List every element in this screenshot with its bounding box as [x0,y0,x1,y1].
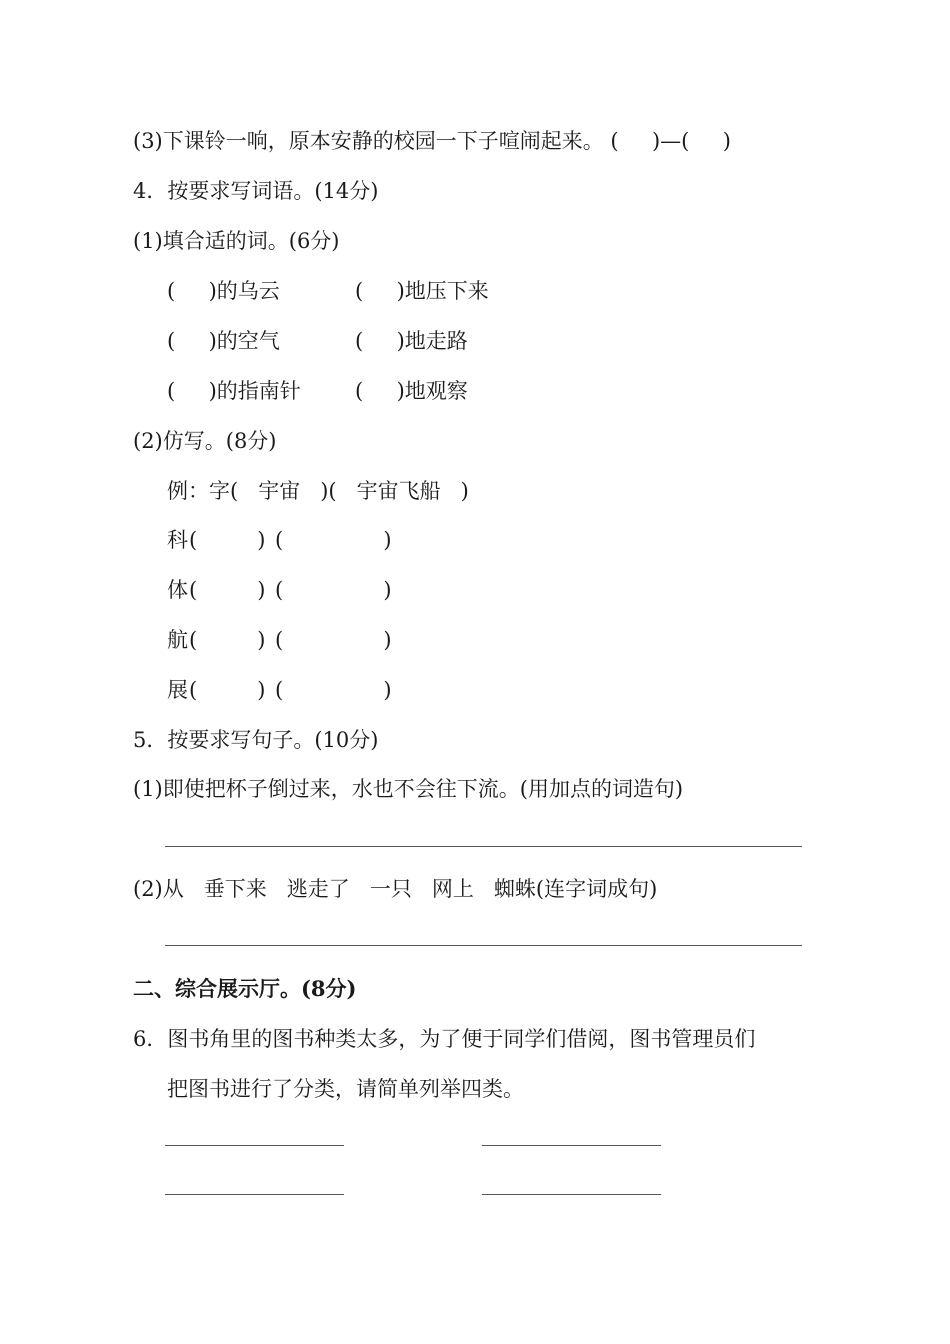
answer-line-5-1[interactable] [165,846,802,847]
answer-line-6-3[interactable] [165,1194,344,1195]
answer-line-6-1[interactable] [165,1145,344,1146]
imitate-row-2-blank-1: ( ) [189,578,266,602]
fill-row-1-right: ( )地压下来 [355,279,489,303]
fill-row-2-left: ( )的空气 [167,329,280,353]
imitate-row-2-blank-2: ( ) [275,578,392,602]
imitate-row-1-blank-2: ( ) [275,528,392,552]
fill-row-1-left: ( )的乌云 [167,279,280,303]
answer-line-6-2[interactable] [482,1145,661,1146]
question-4-heading: 4．按要求写词语。(14分) [133,179,379,203]
question-4-part-1-heading: (1)填合适的词。(6分) [133,229,340,253]
question-6-line-1: 6．图书角里的图书种类太多，为了便于同学们借阅，图书管理员们 [133,1027,756,1051]
imitate-row-4-char: 展 [167,678,188,702]
imitate-row-3-blank-2: ( ) [275,628,392,652]
section-2-heading: 二、综合展示厅。(8分) [133,976,357,1001]
imitate-row-4-blank-1: ( ) [189,678,266,702]
imitate-row-2-char: 体 [167,578,188,602]
imitate-row-4-blank-2: ( ) [275,678,392,702]
question-6-line-2: 把图书进行了分类，请简单列举四类。 [167,1077,524,1101]
imitate-row-1-blank-1: ( ) [189,528,266,552]
imitate-row-1-char: 科 [167,528,188,552]
fill-row-3-right: ( )地观察 [355,379,468,403]
fill-row-2-right: ( )地走路 [355,329,468,353]
fill-row-3-left: ( )的指南针 [167,379,301,403]
question-5-heading: 5．按要求写句子。(10分) [133,728,379,752]
imitate-row-3-char: 航 [167,628,188,652]
answer-line-5-2[interactable] [165,945,802,946]
imitation-example: 例：字( 宇宙 )( 宇宙飞船 ) [167,479,469,503]
question-5-item-2: (2)从 垂下来 逃走了 一只 网上 蜘蛛(连字词成句) [133,877,658,901]
question-3-item-3: (3)下课铃一响，原本安静的校园一下子喧闹起来。 ( )—( ) [133,129,731,153]
question-5-item-1: (1)即使把杯子倒过来，水也不会往下流。(用加点的词造句) [133,777,684,801]
question-4-part-2-heading: (2)仿写。(8分) [133,429,277,453]
answer-line-6-4[interactable] [482,1194,661,1195]
imitate-row-3-blank-1: ( ) [189,628,266,652]
